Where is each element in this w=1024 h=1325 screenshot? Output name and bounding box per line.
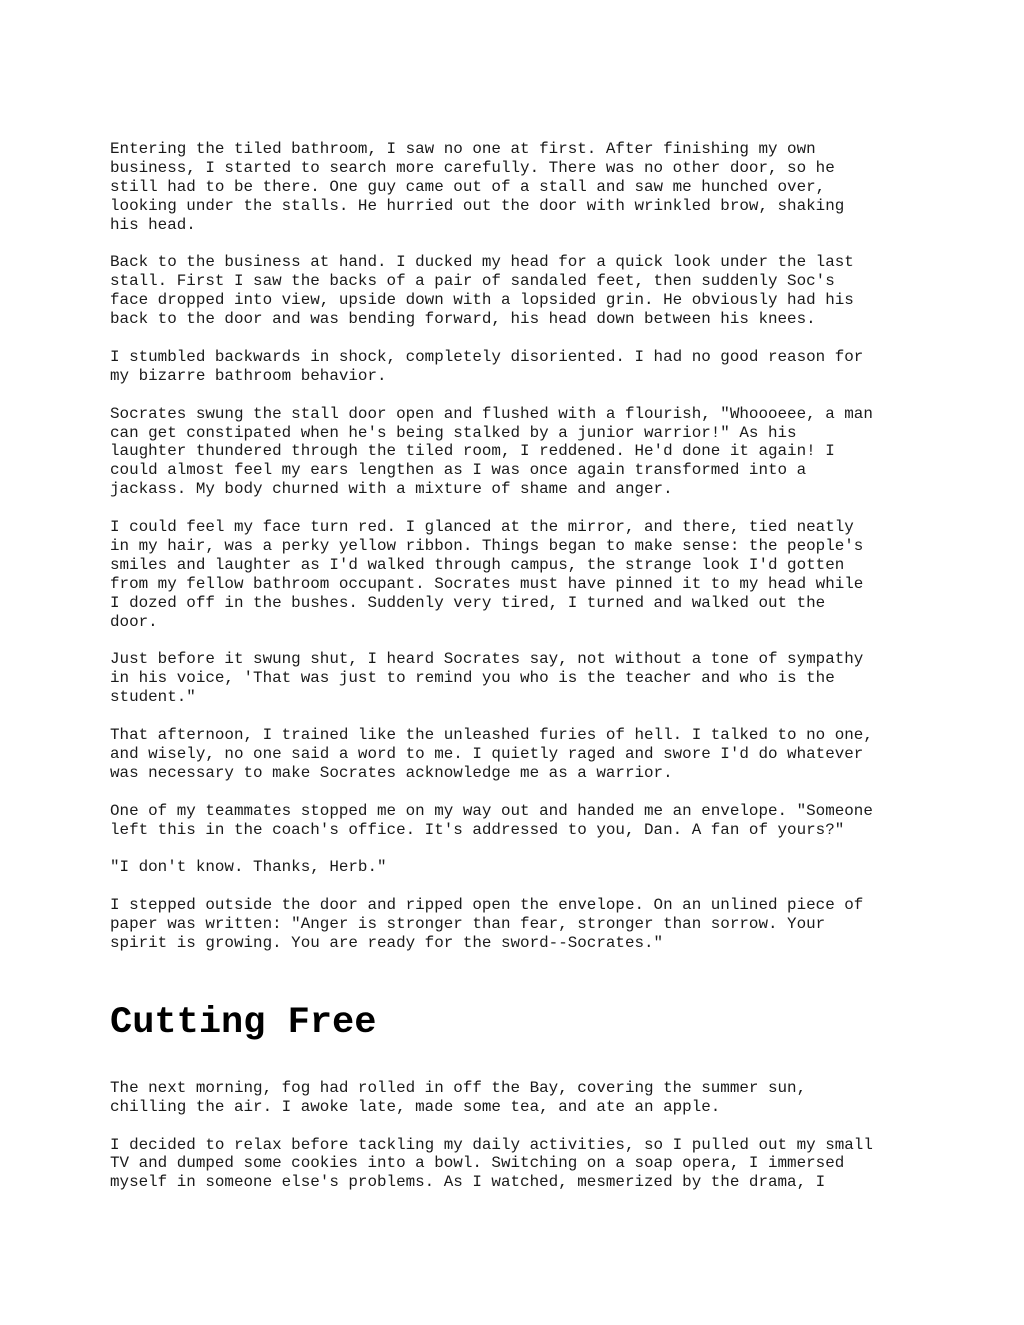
paragraph-thanks-herb: "I don't know. Thanks, Herb." bbox=[110, 858, 387, 877]
document-page bbox=[110, 140, 930, 1211]
paragraph-last-stall: Back to the business at hand. I ducked my head for a quick look under the last stall. First I saw the backs of a pair of sandaled feet, then suddenly Soc's face dropped into view, upside down with a lopsided grin. He obviously had his back to the door and was bending forward, his head down between his knees. bbox=[110, 253, 854, 329]
paragraph-afternoon-training: That afternoon, I trained like the unleashed furies of hell. I talked to no one, and wisely, no one said a word to me. I quietly raged and swore I'd do whatever was necessary to make Socrates acknowledge me as a warrior. bbox=[110, 726, 873, 782]
paragraph-envelope: One of my teammates stopped me on my way out and handed me an envelope. "Someone left this in the coach's office. It's addressed to you, Dan. A fan of yours?" bbox=[110, 801, 873, 839]
paragraph-door-shut: Just before it swung shut, I heard Socrates say, not without a tone of sympathy in his voice, 'That was just to remind you who is the teacher and who is the student." bbox=[110, 650, 864, 707]
chapter-title: Cutting Free bbox=[110, 1001, 377, 1044]
paragraph-bathroom-search: Entering the tiled bathroom, I saw no one at first. After finishing my own business, I started to search more carefully. There was no other door, so he still had to be there. One guy came out of a stall and saw me hunched over, looking under the stalls. He hurried out the door with wrinkled brow, shaking his head. bbox=[110, 140, 845, 234]
paragraph-yellow-ribbon: I could feel my face turn red. I glanced at the mirror, and there, tied neatly in my hair, was a perky yellow ribbon. Things began to make sense: the people's smiles and laughter as I'd walked through campus, the strange look I'd gotten from my fellow bathroom occupant. Socrates must have pinned it to my head while I dozed off in the bushes. Suddenly very tired, I turned and walked out the door. bbox=[110, 518, 864, 631]
paragraph-socrates-flush: Socrates swung the stall door open and flushed with a flourish, "Whoooeee, a man can get constipated when he's being stalked by a junior warrior!" As his laughter thundered through the tiled room, I reddened. He'd done it again! I could almost feel my ears lengthen as I was once again transformed into a jackass. My body churned with a mixture of shame and anger. bbox=[110, 404, 873, 499]
paragraph-note: I stepped outside the door and ripped open the envelope. On an unlined piece of paper was written: "Anger is stronger than fear, stronger than sorrow. Your spirit is growing. You are ready for the sword--Socrates." bbox=[110, 896, 864, 952]
paragraph-fog-morning: The next morning, fog had rolled in off the Bay, covering the summer sun, chilling the air. I awoke late, made some tea, and ate an apple. bbox=[110, 1078, 807, 1116]
paragraph-soap-opera: I decided to relax before tackling my daily activities, so I pulled out my small TV and dumped some cookies into a bowl. Switching on a soap opera, I immersed myself in someone else's problems. As I watched, mesmerized by the drama, I bbox=[110, 1135, 873, 1192]
paragraph-stumbled: I stumbled backwards in shock, completely disoriented. I had no good reason for my bizarre bathroom behavior. bbox=[110, 347, 864, 385]
